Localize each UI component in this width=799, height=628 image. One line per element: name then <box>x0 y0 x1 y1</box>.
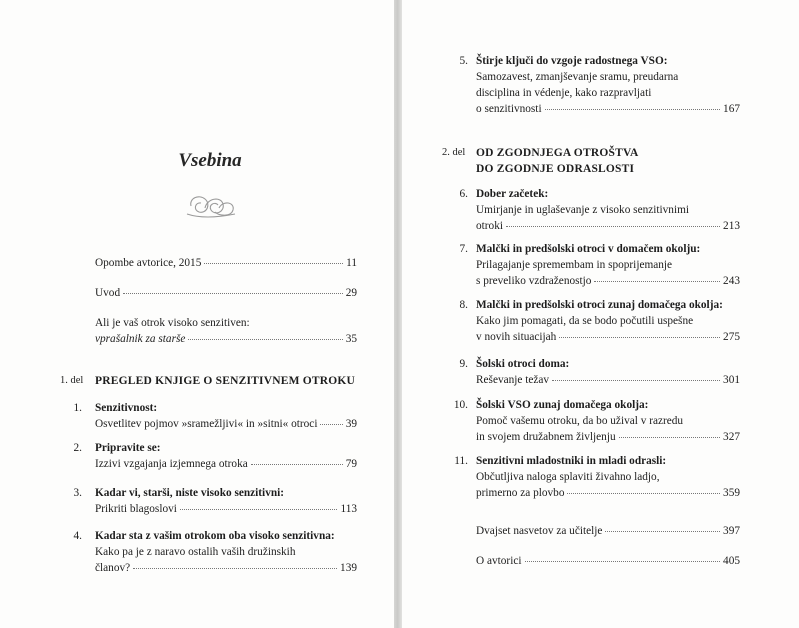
toc-chapter-5[interactable] <box>476 53 740 117</box>
toc-chapter-3[interactable] <box>95 485 357 517</box>
toc-chapter-2[interactable] <box>95 440 357 472</box>
page-number: 275 <box>723 331 740 343</box>
ornament-icon <box>185 190 237 220</box>
page-number: 79 <box>345 458 357 470</box>
chapter-number: 3. <box>73 487 82 499</box>
chapter-title: Kadar vi, starši, niste visoko senzitivni: <box>95 487 285 499</box>
chapter-title: Senzitivnost: <box>95 402 158 414</box>
toc-chapter-1[interactable] <box>95 400 357 432</box>
page-number: 139 <box>340 562 357 574</box>
leader-dots <box>180 509 338 510</box>
page-number: 397 <box>723 525 740 537</box>
part-title <box>476 145 638 177</box>
chapter-subtitle-cont: primerno za plovbo <box>476 487 565 499</box>
leader-dots <box>605 531 720 532</box>
chapter-subtitle: Samozavest, zmanjševanje sramu, preudarna <box>476 71 679 83</box>
right-page <box>402 0 799 628</box>
chapter-subtitle-cont: s preveliko vzdraženostjo <box>476 275 592 287</box>
page-number: 29 <box>345 287 357 299</box>
chapter-subtitle: Umirjanje in uglaševanje z visoko senzitivnimi <box>476 204 690 216</box>
toc-chapter-10[interactable] <box>476 397 740 445</box>
chapter-subtitle-cont: disciplina in védenje, kako razpravljati <box>476 87 652 99</box>
page-number: 167 <box>723 103 740 115</box>
chapter-subtitle: Osvetlitev pojmov »sramežljivi« in »sitni« otroci <box>95 418 318 430</box>
chapter-number: 7. <box>459 243 468 255</box>
leader-dots <box>552 380 720 381</box>
chapter-title: Dober začetek: <box>476 188 549 200</box>
book-gutter <box>394 0 402 628</box>
toc-chapter-7[interactable] <box>476 241 740 289</box>
leader-dots <box>594 281 720 282</box>
part-title-line: DO ZGODNJE ODRASLOSTI <box>476 163 635 175</box>
part-label: 1. del <box>60 375 84 386</box>
chapter-subtitle-cont: v novih situacijah <box>476 331 557 343</box>
chapter-number: 11. <box>454 455 468 467</box>
chapter-title: Štirje ključi do vzgoje radostnega VSO: <box>476 55 668 67</box>
page-number: 327 <box>723 431 740 443</box>
chapter-subtitle: Prilagajanje spremembam in spoprijemanje <box>476 259 673 271</box>
leader-dots <box>506 226 720 227</box>
chapter-number: 6. <box>459 188 468 200</box>
toc-entry-uvod[interactable] <box>95 285 357 301</box>
chapter-number: 8. <box>459 299 468 311</box>
toc-chapter-11[interactable] <box>476 453 740 501</box>
chapter-title: Malčki in predšolski otroci zunaj domačega okolja: <box>476 299 723 311</box>
left-page <box>0 0 394 628</box>
chapter-subtitle: Občutljiva naloga splaviti živahno ladjo, <box>476 471 660 483</box>
page-number: 35 <box>345 333 357 345</box>
page-number: 213 <box>723 220 740 232</box>
chapter-title: Šolski VSO zunaj domačega okolja: <box>476 399 649 411</box>
chapter-subtitle: Kako pa je z naravo ostalih vaših družinskih <box>95 546 296 558</box>
toc-entry-nasveti[interactable] <box>476 523 740 539</box>
toc-title: Vsebina <box>178 150 242 171</box>
chapter-subtitle: Prikriti blagoslovi <box>95 503 177 515</box>
entry-title: Uvod <box>95 287 121 299</box>
chapter-number: 10. <box>453 399 468 411</box>
page-number: 405 <box>723 555 740 567</box>
chapter-subtitle-cont: o senzitivnosti <box>476 103 542 115</box>
chapter-title: Šolski otroci doma: <box>476 358 570 370</box>
entry-subtitle: vprašalnik za starše <box>95 333 186 345</box>
toc-entry-o-avtorici[interactable] <box>476 553 740 569</box>
chapter-title: Malčki in predšolski otroci v domačem okolju: <box>476 243 701 255</box>
part-title-line: OD ZGODNJEGA OTROŠTVA <box>476 147 639 159</box>
leader-dots <box>545 109 720 110</box>
chapter-number: 9. <box>459 358 468 370</box>
chapter-number: 2. <box>73 442 82 454</box>
toc-chapter-9[interactable] <box>476 356 740 388</box>
chapter-subtitle: Izzivi vzgajanja izjemnega otroka <box>95 458 248 470</box>
chapter-subtitle-cont: članov? <box>95 562 131 574</box>
toc-chapter-8[interactable] <box>476 297 740 345</box>
toc-entry-opombe[interactable] <box>95 255 357 271</box>
entry-title: O avtorici <box>476 555 522 567</box>
chapter-subtitle: Kako jim pomagati, da se bodo počutili uspešne <box>476 315 694 327</box>
toc-entry-vprasalnik[interactable] <box>95 315 357 347</box>
chapter-subtitle-cont: in svojem družabnem življenju <box>476 431 616 443</box>
leader-dots <box>133 568 337 569</box>
page-number: 301 <box>723 374 740 386</box>
page-number: 11 <box>346 257 357 269</box>
chapter-title: Senzitivni mladostniki in mladi odrasli: <box>476 455 667 467</box>
chapter-subtitle: Pomoč vašemu otroku, da bo užival v razredu <box>476 415 684 427</box>
leader-dots <box>320 424 342 425</box>
page-number: 243 <box>723 275 740 287</box>
page-number: 359 <box>723 487 740 499</box>
chapter-title: Kadar sta z vašim otrokom oba visoko senzitivna: <box>95 530 335 542</box>
chapter-title: Pripravite se: <box>95 442 161 454</box>
toc-chapter-6[interactable] <box>476 186 740 234</box>
part-label: 2. del <box>442 147 466 158</box>
chapter-subtitle-cont: otroki <box>476 220 503 232</box>
leader-dots <box>619 437 720 438</box>
page-number: 113 <box>340 503 357 515</box>
leader-dots <box>525 561 721 562</box>
entry-title: Opombe avtorice, 2015 <box>95 257 202 269</box>
page-number: 39 <box>345 418 357 430</box>
chapter-number: 1. <box>73 402 82 414</box>
chapter-number: 4. <box>73 530 82 542</box>
part-title: PREGLED KNJIGE O SENZITIVNEM OTROKU <box>95 375 356 387</box>
leader-dots <box>559 337 720 338</box>
chapter-subtitle: Reševanje težav <box>476 374 550 386</box>
leader-dots <box>251 464 343 465</box>
entry-title: Dvajset nasvetov za učitelje <box>476 525 603 537</box>
leader-dots <box>204 263 343 264</box>
leader-dots <box>123 293 343 294</box>
toc-chapter-4[interactable] <box>95 528 357 576</box>
leader-dots <box>188 339 342 340</box>
leader-dots <box>567 493 720 494</box>
entry-title: Ali je vaš otrok visoko senzitiven: <box>95 317 250 329</box>
chapter-number: 5. <box>459 55 468 67</box>
